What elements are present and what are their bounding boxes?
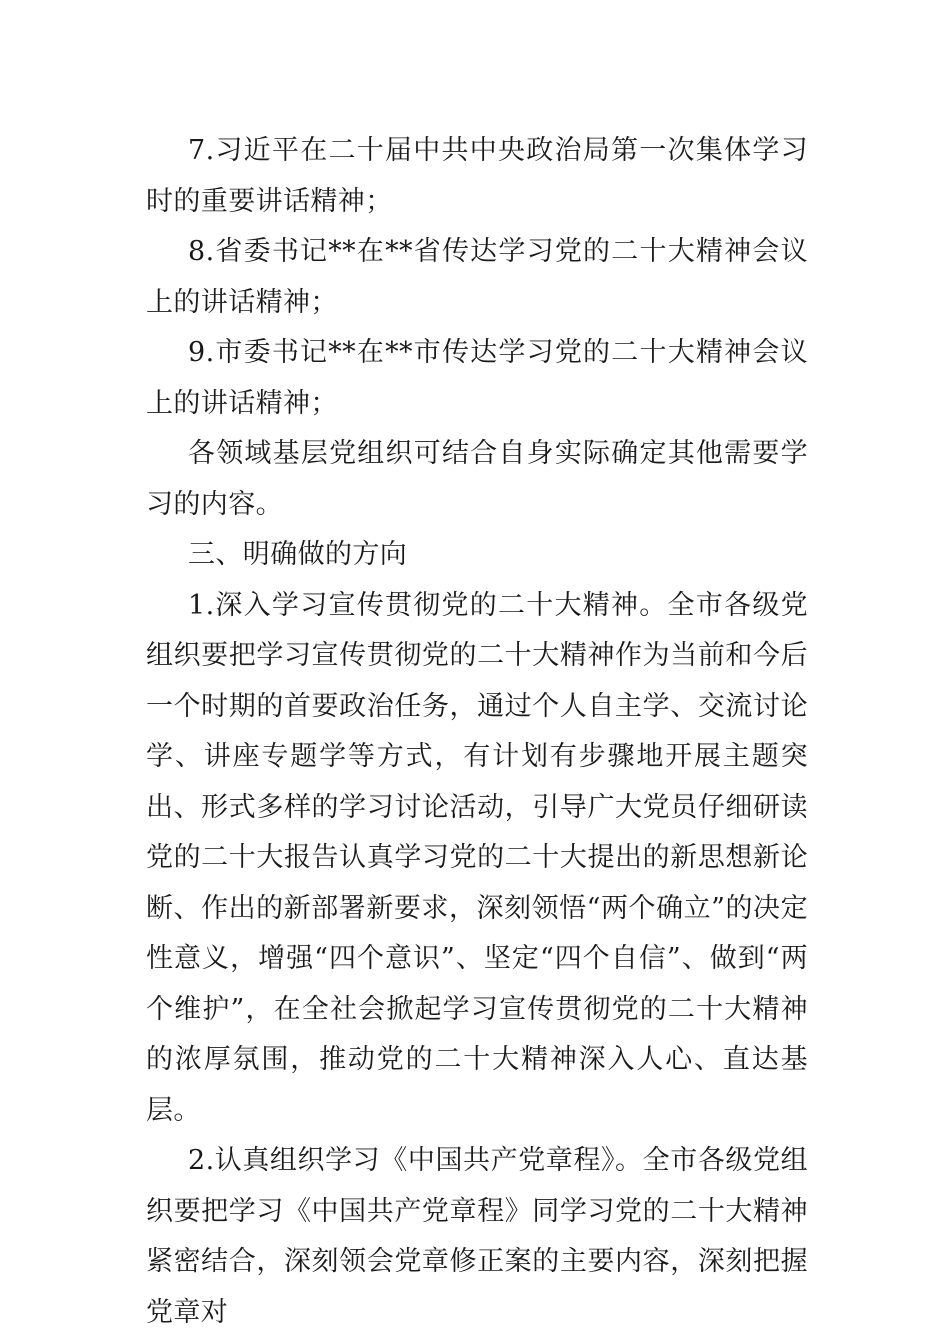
paragraph-item-7: 7.习近平在二十届中共中央政治局第一次集体学习时的重要讲话精神； (146, 135, 808, 217)
paragraph-item-9: 9.市委书记**在**市传达学习党的二十大精神会议上的讲话精神； (146, 337, 808, 419)
paragraph-direction-2: 2.认真组织学习《中国共产党章程》。全市各级党组织要把学习《中国共产党章程》同学习党的二十大精神紧密结合，深刻领会党章修正案的主要内容，深刻把握党章对 (146, 1145, 808, 1328)
paragraph-item-8: 8.省委书记**在**省传达学习党的二十大精神会议上的讲话精神； (146, 236, 808, 318)
paragraph-other-content: 各领域基层党组织可结合自身实际确定其他需要学习的内容。 (146, 438, 808, 520)
document-body (146, 126, 808, 1338)
paragraph-direction-1: 1.深入学习宣传贯彻党的二十大精神。全市各级党组织要把学习宣传贯彻党的二十大精神作为当前和今后一个时期的首要政治任务，通过个人自主学、交流讨论学、讲座专题学等方式，有计划有步骤地开展主题突出、形式多样的学习讨论活动，引导广大党员仔细研读党的二十大报告认真学习党的二十大提出的新思想新论断、作出的新部署新要求，深刻领悟“两个确立”的决定性意义，增强“四个意识”、坚定“四个自信”、做到“两个维护”，在全社会掀起学习宣传贯彻党的二十大精神的浓厚氛围，推动党的二十大精神深入人心、直达基层。 (146, 589, 808, 1126)
section-heading-3: 三、明确做的方向 (188, 539, 408, 570)
